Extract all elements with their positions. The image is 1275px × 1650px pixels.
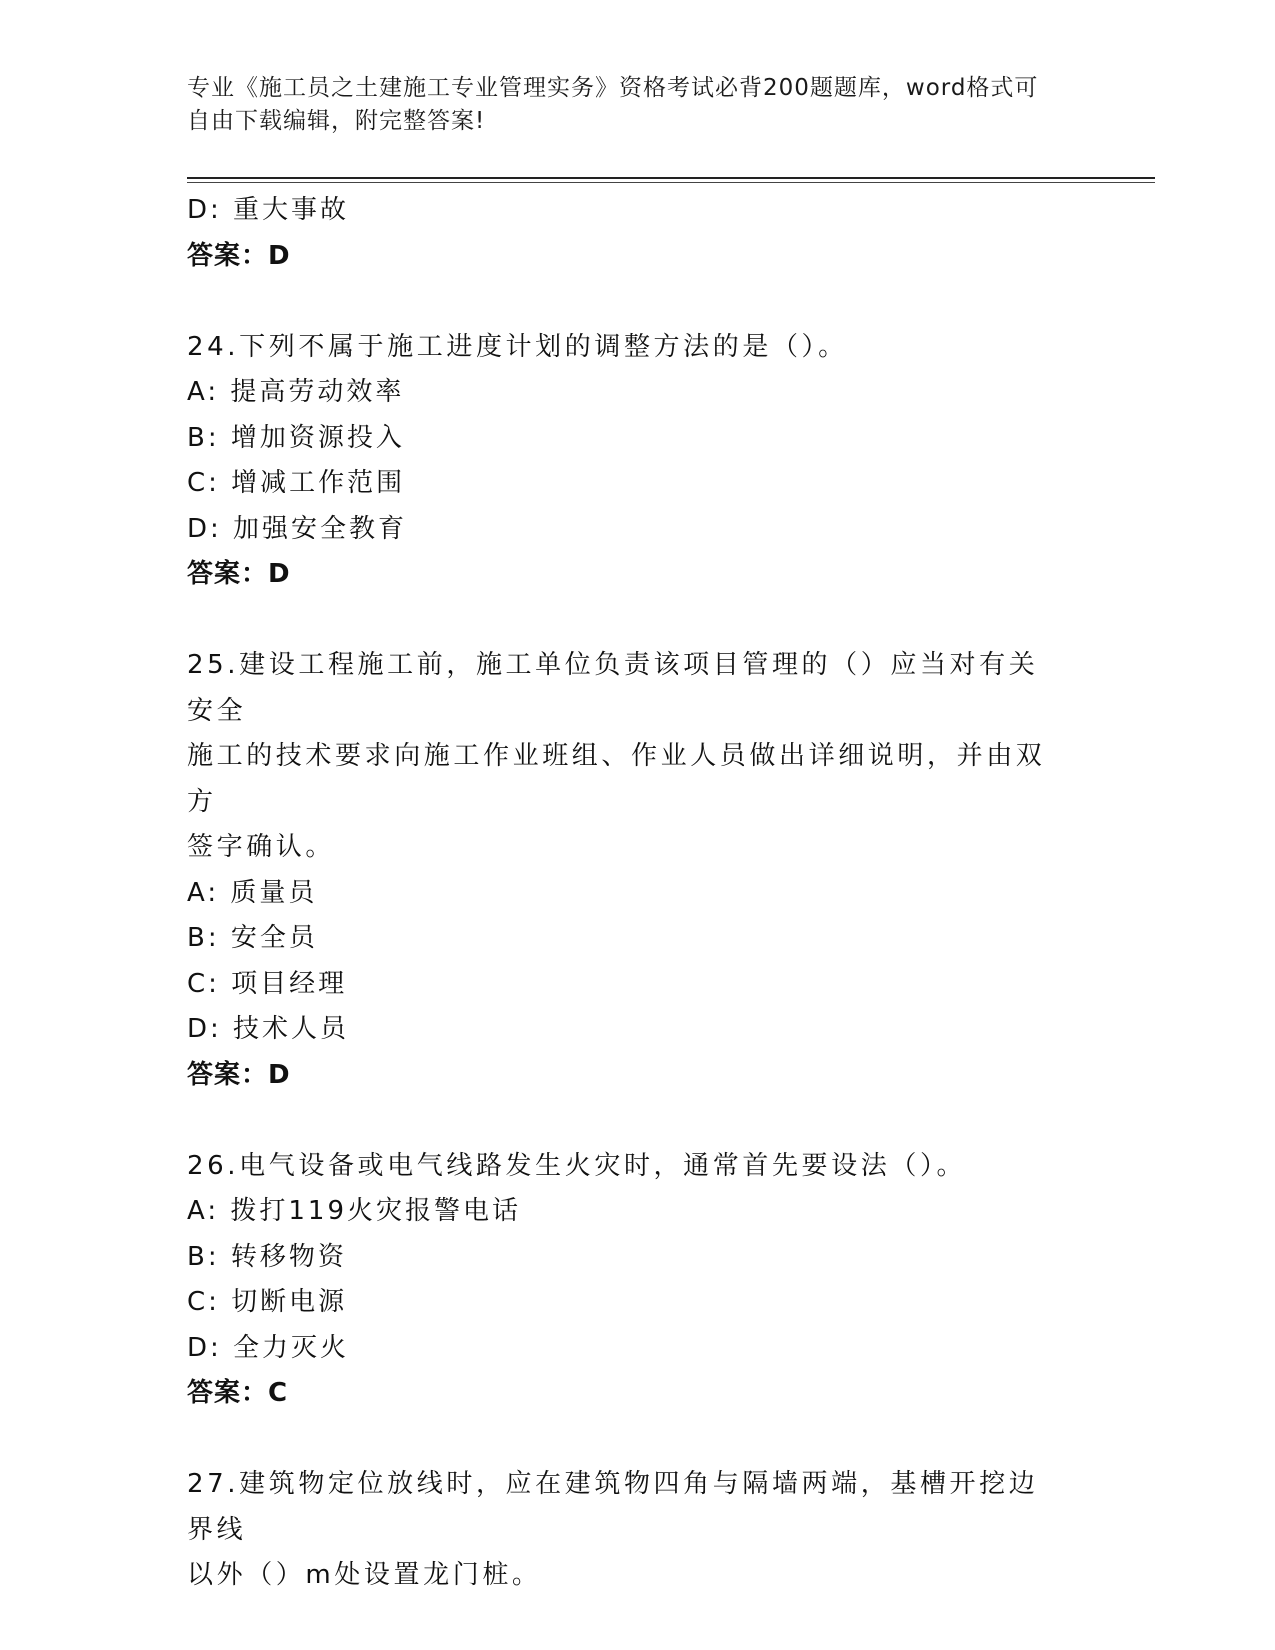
answer-line: 答案：C bbox=[187, 1378, 289, 1408]
question-25 bbox=[187, 643, 1087, 1098]
header-line-2: 自由下载编辑，附完整答案! bbox=[187, 108, 486, 134]
question-stem: 26.电气设备或电气线路发生火灾时，通常首先要设法（）。 bbox=[187, 1150, 967, 1181]
option-b: B: 增加资源投入 bbox=[187, 422, 405, 453]
header-divider-thick bbox=[187, 177, 1155, 179]
header-line-1: 专业《施工员之土建施工专业管理实务》资格考试必背200题题库，word格式可 bbox=[187, 75, 1039, 101]
spacer bbox=[187, 279, 1087, 325]
option-a: A: 质量员 bbox=[187, 877, 318, 908]
option-c: C: 切断电源 bbox=[187, 1287, 348, 1317]
question-26 bbox=[187, 1144, 1087, 1417]
option-d: D: 全力灭火 bbox=[187, 1332, 350, 1363]
question-stem-line-2: 施工的技术要求向施工作业班组、作业人员做出详细说明，并由双方 bbox=[187, 741, 1046, 817]
question-23-tail bbox=[187, 188, 1087, 279]
option-b: B: 转移物资 bbox=[187, 1241, 347, 1272]
header-divider-thin bbox=[187, 182, 1155, 183]
option-c: C: 项目经理 bbox=[187, 968, 348, 999]
document-header bbox=[187, 72, 1067, 138]
spacer bbox=[187, 1098, 1087, 1144]
option-d: D: 加强安全教育 bbox=[187, 513, 408, 544]
answer-line: 答案：D bbox=[187, 1059, 291, 1090]
spacer bbox=[187, 1417, 1087, 1463]
spacer bbox=[187, 598, 1087, 644]
question-27 bbox=[187, 1462, 1087, 1599]
question-stem-line-3: 签字确认。 bbox=[187, 832, 336, 862]
answer-line: 答案：D bbox=[187, 559, 291, 589]
question-stem-line-1: 25.建设工程施工前，施工单位负责该项目管理的（）应当对有关安全 bbox=[187, 650, 1039, 726]
question-list bbox=[187, 188, 1087, 1599]
option-b: B: 安全员 bbox=[187, 923, 318, 953]
option-d: D: 技术人员 bbox=[187, 1014, 350, 1044]
option-a: A: 拨打119火灾报警电话 bbox=[187, 1196, 521, 1226]
question-stem-line-2: 以外（）m处设置龙门桩。 bbox=[187, 1560, 542, 1590]
answer-line: 答案：D bbox=[187, 240, 291, 271]
option-c: C: 增减工作范围 bbox=[187, 468, 406, 498]
option-d: D: 重大事故 bbox=[187, 195, 350, 225]
question-stem: 24.下列不属于施工进度计划的调整方法的是（）。 bbox=[187, 331, 848, 362]
question-24 bbox=[187, 325, 1087, 598]
question-stem-line-1: 27.建筑物定位放线时，应在建筑物四角与隔墙两端，基槽开挖边界线 bbox=[187, 1469, 1039, 1545]
option-a: A: 提高劳动效率 bbox=[187, 377, 405, 407]
